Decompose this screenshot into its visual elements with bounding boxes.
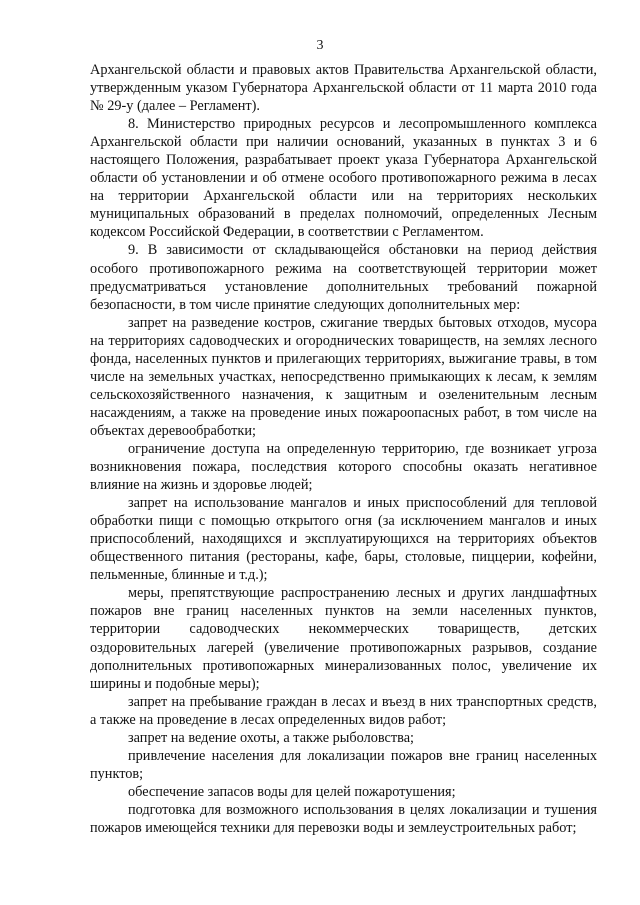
measure-item: привлечение населения для локализации пожаров вне границ населенных пунктов;: [90, 747, 597, 782]
measure-item: подготовка для возможного использования в целях локализации и тушения пожаров имеющейся техники для перевозки воды и землеустроительных работ;: [90, 801, 597, 836]
measure-item: запрет на ведение охоты, а также рыболовства;: [128, 729, 415, 746]
measure-item: запрет на использование мангалов и иных приспособлений для тепловой обработки пищи с помощью открытого огня (за исключением мангалов и иных приспособлений, находящихся и эксплуатирующихся на территориях объектов общественного питания (рестораны, кафе, бары, столовые, пиццерии, кофейни, пельменные, блинные и т.д.);: [90, 495, 597, 584]
measure-item: обеспечение запасов воды для целей пожаротушения;: [128, 783, 456, 800]
paragraph-item-8: 8. Министерство природных ресурсов и лесопромышленного комплекса Архангельской области при наличии оснований, указанных в пунктах 3 и 6 настоящего Положения, разрабатывает проект указа Губернатора Архангельской области об установлении и об отмене особого противопожарного режима в лесах на территории Архангельской области или на территориях нескольких муниципальных образований в пределах полномочий, определенных Лесным кодексом Российской Федерации, в соответствии с Регламентом.: [90, 116, 597, 241]
measure-item: ограничение доступа на определенную территорию, где возникает угроза возникновения пожара, последствия которого способны оказать негативное влияние на жизнь и здоровье людей;: [90, 440, 597, 494]
page-number: 3: [316, 38, 324, 53]
measure-item: запрет на пребывание граждан в лесах и въезд в них транспортных средств, а также на проведение в лесах определенных видов работ;: [90, 693, 597, 728]
measure-item: запрет на разведение костров, сжигание твердых бытовых отходов, мусора на территориях садоводческих и огороднических товариществ, на землях лесного фонда, населенных пунктов и прилегающих территориях, выжигание травы, в том числе на земельных участках, непосредственно примыкающих к лесам, к землям сельскохозяйственного назначения, к защитным и озеленительным лесным насаждениям, а также на проведение иных пожароопасных работ, в том числе на объектах деревообработки;: [90, 314, 597, 439]
measure-item: меры, препятствующие распространению лесных и других ландшафтных пожаров вне границ населенных пунктов на земли населенных пунктов, территории садоводческих некоммерческих товариществ, детских оздоровительных лагерей (увеличение противопожарных разрывов, создание дополнительных противопожарных минерализованных полос, увеличение их ширины и подобные меры);: [90, 585, 597, 692]
document-body: [90, 61, 597, 837]
paragraph-continuation: Архангельской области и правовых актов Правительства Архангельской области, утвержденным указом Губернатора Архангельской области от 11 марта 2010 года № 29-у (далее – Регламент).: [90, 62, 597, 115]
paragraph-item-9: 9. В зависимости от складывающейся обстановки на период действия особого противопожарного режима на соответствующей территории может предусматриваться установление дополнительных требований пожарной безопасности, в том числе принятие следующих дополнительных мер:: [90, 242, 597, 313]
